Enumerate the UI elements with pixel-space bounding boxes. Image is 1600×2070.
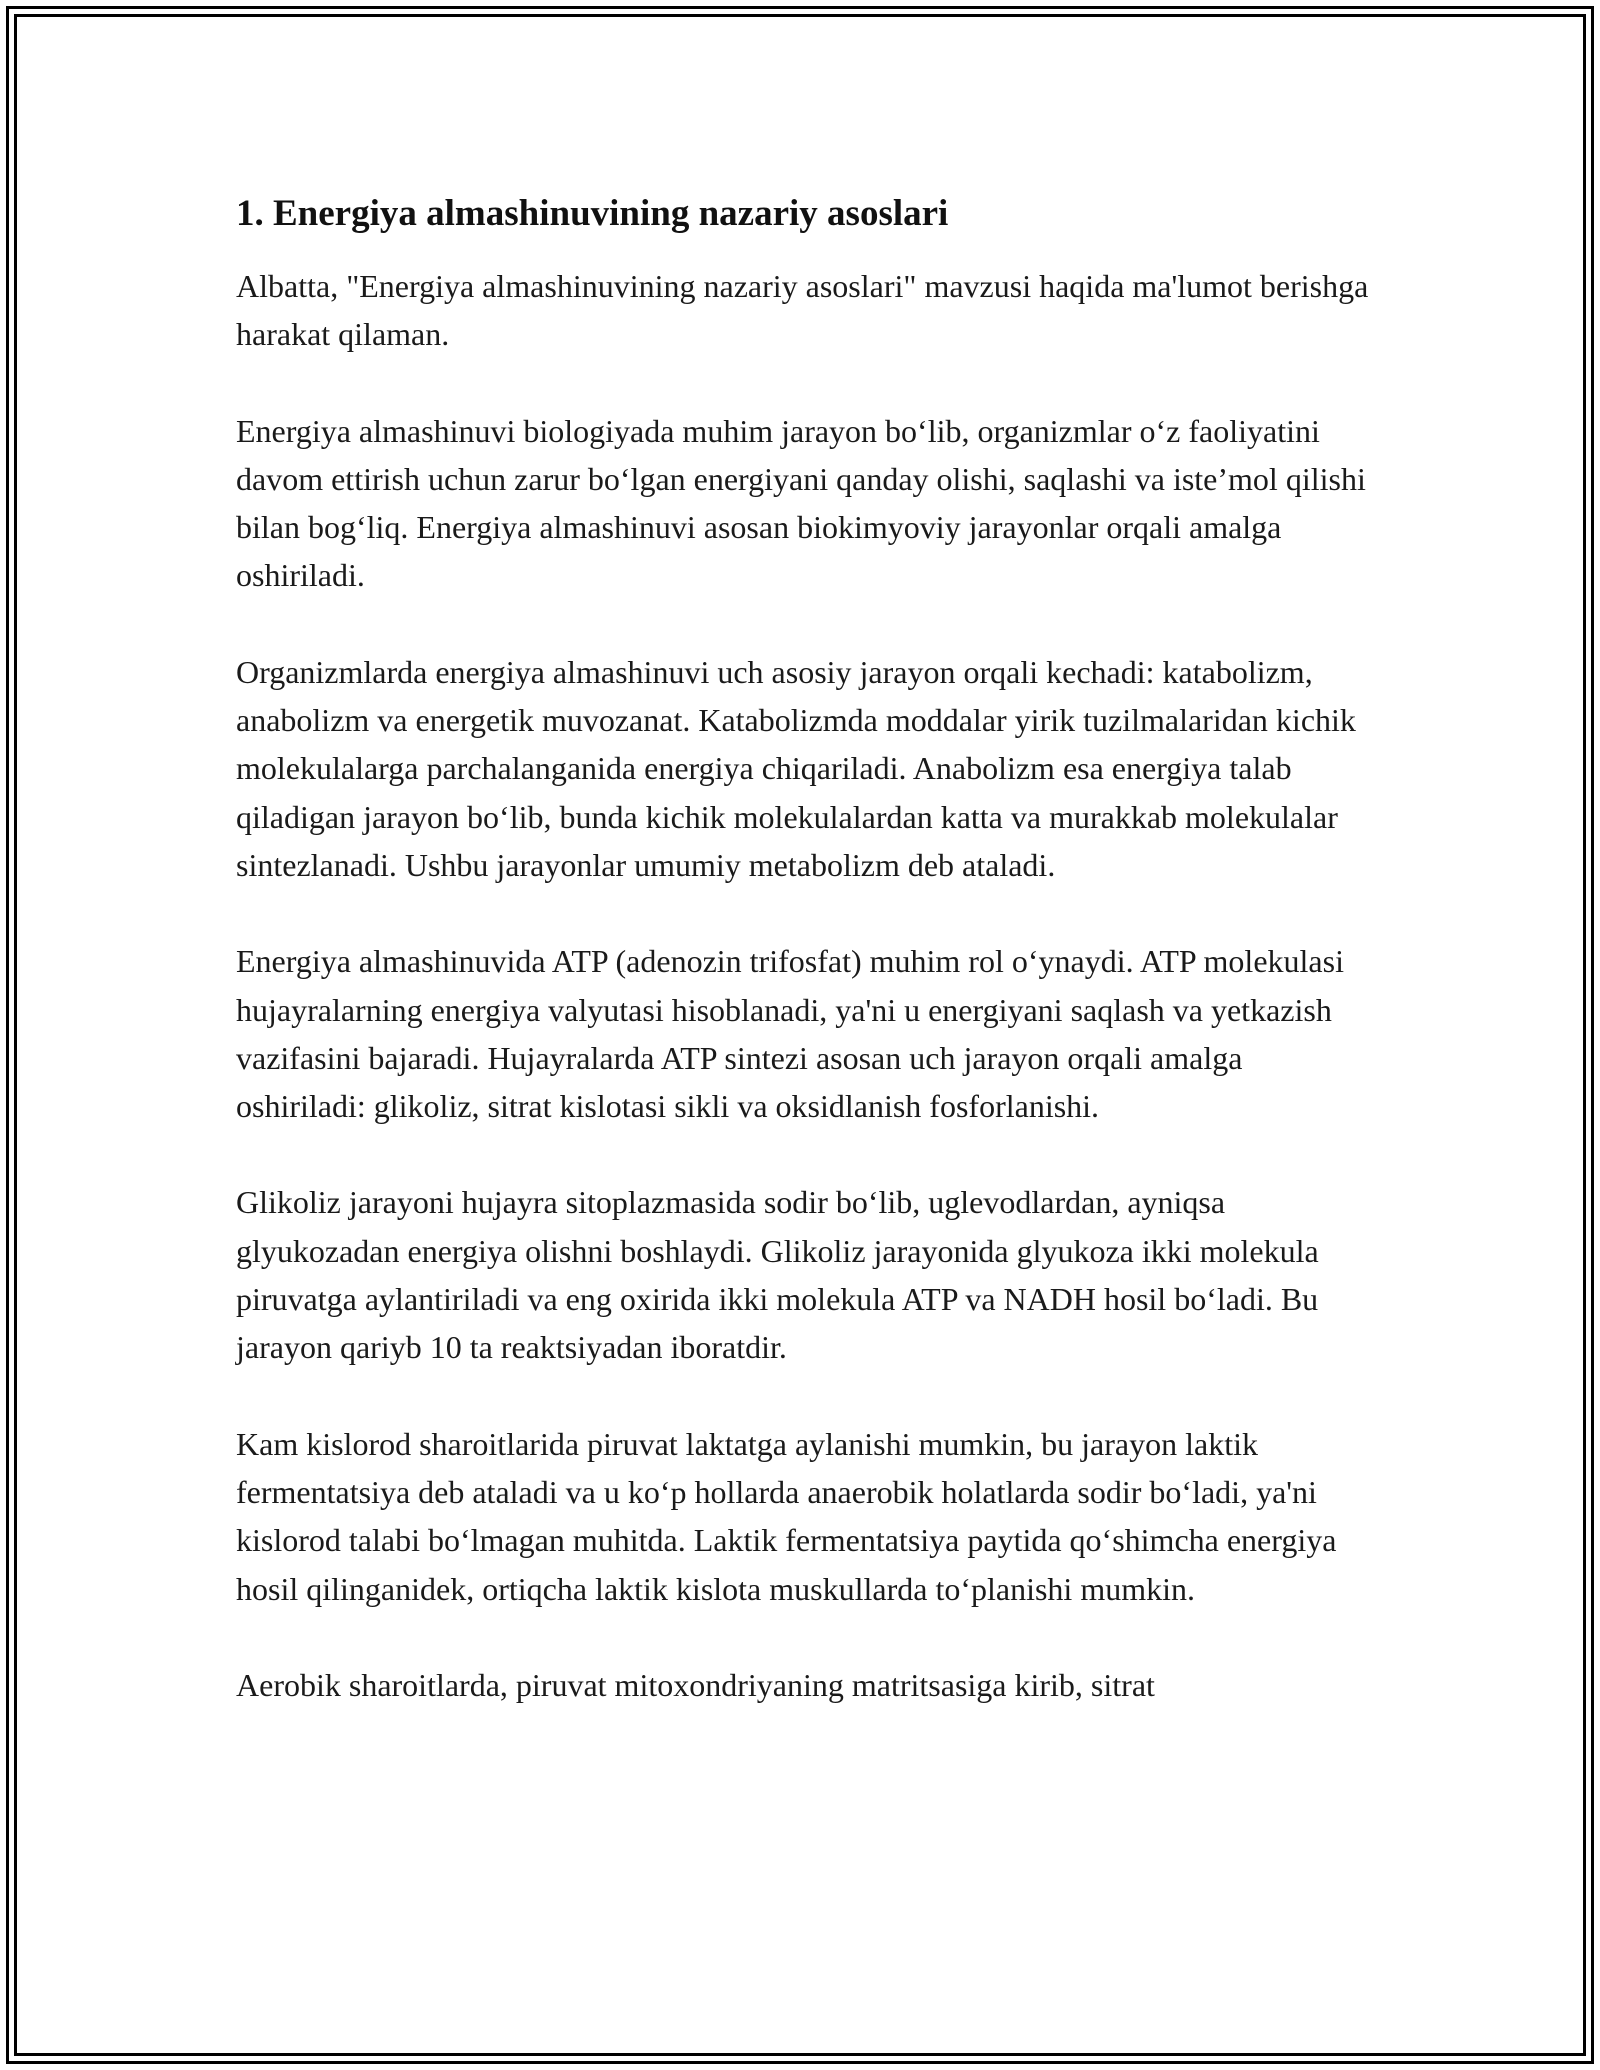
- section-heading: 1. Energiya almashinuvining nazariy asoslari: [236, 193, 949, 234]
- paragraph-metabolism: Organizmlarda energiya almashinuvi uch asosiy jarayon orqali kechadi: katabolizm, anabolizm va energetik muvozanat. Katabolizmda moddalar yirik tuzilmalaridan kichik molekulalarga parchalanganida energiya chiqariladi. Anabolizm esa energiya talab qiladigan jarayon bo‘lib, bunda kichik molekulalardan katta va murakkab molekulalar sintezlanadi. Ushbu jarayonlar umumiy metabolizm deb ataladi.: [236, 653, 1356, 883]
- paragraph-glycolysis: Glikoliz jarayoni hujayra sitoplazmasida sodir bo‘lib, uglevodlardan, ayniqsa glyukozadan energiya olishni boshlaydi. Glikoliz jarayonida glyukoza ikki molekula piruvatga aylantiriladi va eng oxirida ikki molekula ATP va NADH hosil bo‘ladi. Bu jarayon qariyb 10 ta reaktsiyadan iboratdir.: [236, 1184, 1319, 1366]
- document-body: [236, 188, 1376, 1757]
- paragraph-lactic-fermentation: Kam kislorod sharoitlarida piruvat laktatga aylanishi mumkin, bu jarayon laktik fermentatsiya deb ataladi va u ko‘p hollarda anaerobik holatlarda sodir bo‘ladi, ya'ni kislorod talabi bo‘lmagan muhitda. Laktik fermentatsiya paytida qo‘shimcha energiya hosil qilinganidek, ortiqcha laktik kislota muskullarda to‘planishi mumkin.: [236, 1425, 1337, 1607]
- paragraph-energy-exchange: Energiya almashinuvi biologiyada muhim jarayon bo‘lib, organizmlar o‘z faoliyatini davom ettirish uchun zarur bo‘lgan energiyani qanday olishi, saqlashi va iste’mol qilishi bilan bog‘liq. Energiya almashinuvi asosan biokimyoviy jarayonlar orqali amalga oshiriladi.: [236, 412, 1366, 594]
- paragraph-atp: Energiya almashinuvida ATP (adenozin trifosfat) muhim rol o‘ynaydi. ATP molekulasi hujayralarning energiya valyutasi hisoblanadi, ya'ni u energiyani saqlash va yetkazish vazifasini bajaradi. Hujayralarda ATP sintezi asosan uch jarayon orqali amalga oshiriladi: glikoliz, sitrat kislotasi sikli va oksidlanish fosforlanishi.: [236, 943, 1344, 1125]
- paragraph-aerobic: Aerobik sharoitlarda, piruvat mitoxondriyaning matritsasiga kirib, sitrat: [236, 1666, 1155, 1703]
- paragraph-intro: Albatta, "Energiya almashinuvining nazariy asoslari" mavzusi haqida ma'lumot berishga harakat qilaman.: [236, 268, 1369, 353]
